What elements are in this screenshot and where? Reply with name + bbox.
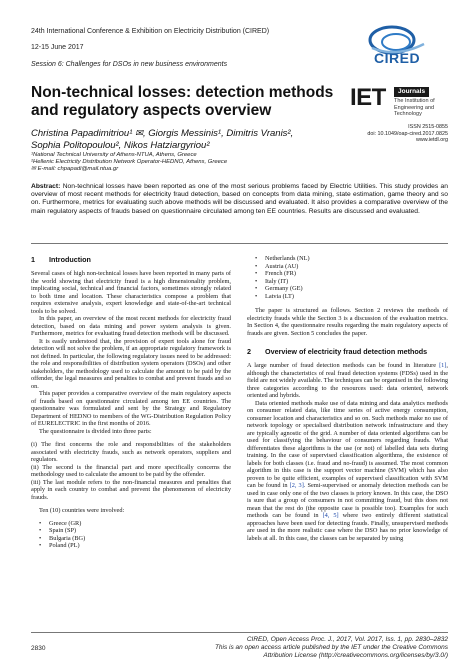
country-item: • Italy (IT) [255, 277, 289, 285]
intro-paragraph-5: The questionnaire is divided into three parts: [39, 427, 152, 435]
conference-dates: 12-15 June 2017 [31, 44, 84, 51]
s2p2-text-b: . Semi-supervised or anomaly detection methods can be used in case only one of the two classes is priory known. In this case, the DSO is sure that a group of consumers in not committing fraud, but this does not mean that the rest do (the opposite case is possible too). Examples for such methods can be found in [247, 482, 448, 519]
questionnaire-part-iii: (iii) The last module refers to the non-financial measures and penalties that apply in each country to combat and prevent the phenomenon of electricity frauds. [31, 478, 231, 501]
country-item: • Bulgaria (BG) [39, 534, 86, 542]
s2p2-text-a: Data oriented methods make use of data mining and data analytics methods on consumer related data, like time series of active energy consumption, consumer location and characteristics and so on. Such methods make no use of network topology or specialised distribution network infrastructure and they are typically agnostic of the grid. A number of data oriented algorithms can be used for classifying the behaviour of consumers regarding frauds. What differentiates these algorithms is the use (or not) of labelled data sets during training. In the case of supervised classification algorithms, the existence of labels for both classes (i.e. fraud and no-fraud) is assumed. The most common algorithm in this case is the support vector machine (SVM) which has also proven to be quite efficient, examples of supervised classification with SVM can be found in [247, 399, 448, 489]
country-label: Bulgaria (BG) [49, 534, 86, 542]
iet-institution-line-2: Engineering and Technology [394, 104, 435, 117]
country-label: Germany (GE) [265, 285, 303, 292]
section-1-title: Introduction [49, 255, 91, 264]
paper-title [31, 84, 333, 119]
iet-institution-line-1: The Institution of [394, 98, 435, 104]
citation-link[interactable]: [2, 3] [289, 482, 304, 489]
license-line-2[interactable]: Attribution License (http://creativecommons.org/licenses/by/3.0/) [263, 651, 448, 659]
authors-line-1: Christina Papadimitriou¹ ✉, Giorgis Messinis¹, Dimitris Vranis², [31, 128, 294, 139]
countries-list-left [31, 520, 231, 550]
journals-label: Journals [394, 87, 429, 97]
right-column [247, 255, 448, 542]
section-1-heading [31, 255, 231, 264]
country-item: • Netherlands (NL) [255, 255, 310, 262]
intro-paragraph-1: Several cases of high non-technical losses have been reported in many parts of the world showing that electricity fraud is a high dimensionality problem, implicating social, technical and financial factors, sometimes strongly related to both time and location. These characteristics compose a problem that requires extensive analysis, expert knowledge and state-of-the-art technical tools to be solved. [31, 270, 231, 315]
country-item: • Poland (PL) [39, 542, 80, 549]
questionnaire-part-ii: (ii) The second is the financial part and more specifically concerns the methodology used to calculate the amount to be paid by the offender. [31, 463, 231, 478]
country-item: • Austria (AU) [255, 262, 299, 270]
intro-paragraph-3: It is easily understood that, the provision of expert tools alone for fraud detection will not solve the problem, if an appropriate regulatory framework is not defined. In particular, the following regulatory issues need to be addressed: the role and responsibilities of distribution system operators (DSOs) and other stakeholders, the methodology used to calculate the amount to be paid by the offender, the legal measures and penalties to combat and prevent frauds and so on. [31, 337, 231, 390]
country-item: • French (FR) [255, 270, 296, 277]
intro-paragraph-2: In this paper, an overview of the most recent methods for electricity fraud detection, based on data mining and power system analysis is given. Furthermore, metrics for evaluating fraud detection methods will be discussed. [31, 315, 231, 337]
footer-divider [31, 632, 448, 633]
abstract [31, 183, 448, 216]
country-item: • Germany (GE) [255, 285, 303, 292]
journal-meta [340, 124, 448, 144]
corresponding-email[interactable]: ✉ E-mail: chpapadi@mail.ntua.gr [31, 166, 119, 173]
section-2-heading [247, 347, 448, 356]
section-2-paragraph-1 [247, 362, 448, 400]
title-line-2: and regulatory aspects overview [31, 101, 272, 119]
affiliation-1: ¹National Technical University of Athens-NTUA, Athens, Greece [31, 152, 197, 158]
section-2-number: 2 [247, 347, 251, 356]
section-2-body [247, 362, 448, 542]
country-item: • Latvia (LT) [255, 292, 294, 300]
intro-paragraph-4: This paper provides a comparative overview of the main regulatory aspects of frauds based on questionnaire circulated among ten EE countries. The questionnaire was formulated and sent by the Strategy and Regulatory Department of HEDNO to members of the WG-Distribution Regulation Policy of EURELECTRIC in the first months of 2016. [31, 390, 231, 427]
cired-logo-text: CIRED [374, 50, 421, 66]
doi[interactable]: doi: 10.1049/oap-cired.2017.0825 [367, 130, 448, 137]
section-2-paragraph-2 [247, 400, 448, 543]
countries-intro: Ten (10) countries were involved: [39, 507, 125, 514]
affiliations [31, 152, 227, 174]
issn: ISSN 2515-0855 [408, 124, 448, 130]
citation-link[interactable]: [4, 5] [322, 512, 339, 519]
section-2-title: Overview of electricity fraud detection methods [265, 347, 428, 356]
section-1-continued [247, 255, 448, 337]
title-line-1: Non-technical losses: detection methods [31, 84, 334, 101]
s2p1-text-b: , although the characteristics of real fraud detection systems (FDSs) used in the field are not widely available. The techniques can be organised in the following three categories according to the resources used: data oriented, network oriented and hybrids. [247, 362, 448, 399]
iet-institution [394, 98, 450, 118]
author-list [31, 128, 293, 151]
affiliation-2: ²Hellenic Electricity Distribution Network Operator-HEDNO, Athens, Greece [31, 159, 228, 166]
section-1-number: 1 [31, 255, 35, 264]
authors-line-2: Sophia Politopoulou², Nikos Hatziargyriou² [31, 139, 210, 151]
country-label: Spain (SP) [49, 527, 77, 534]
countries-list-right [247, 255, 448, 300]
cired-logo [366, 24, 448, 68]
citation-link[interactable]: [1] [439, 362, 447, 369]
abstract-divider [31, 243, 448, 244]
country-label: Latvia (LT) [265, 292, 294, 300]
s2p2-text-c: where two entirely different statistical approaches have been used for detecting frauds. Finally, unsupervised methods are used in the more realistic case where the DSO has no prior knowledge of labels at all. In this case, the classes can be separated by using [247, 512, 449, 542]
left-column [31, 255, 231, 550]
intro-paragraph-6: The paper is structured as follows. Section 2 reviews the methods of electricity frauds while the Section 3 is a discussion of the evaluation metrics. In Section 4, the questionnaire results regarding the main regulatory aspects of frauds are given. Section 5 concludes the paper. [247, 307, 448, 337]
country-label: French (FR) [265, 270, 296, 277]
s2p1-text-a: A large number of fraud detection methods can be found in literature [247, 362, 440, 369]
license-line-1: This is an open access article published by the IET under the Creative Commons [214, 643, 448, 651]
page-number: 2830 [31, 645, 46, 652]
country-label: Netherlands (NL) [265, 255, 310, 262]
journal-citation: CIRED, Open Access Proc. J., 2017, Vol. 2017, Iss. 1, pp. 2830–2832 [246, 636, 448, 643]
country-item: • Greece (GR) [39, 519, 82, 527]
iet-logo [350, 86, 450, 120]
session-label: Session 6: Challenges for DSOs in new business environments [31, 61, 228, 68]
questionnaire-part-i: (i) The first concerns the role and responsibilities of the stakeholders associated with electricity frauds, such as network operators, suppliers and regulators. [31, 441, 231, 463]
abstract-text: Non-technical losses have been reported as one of the most serious problems faced by Electric Utilities. This study provides an overview of most recent methods for electricity fraud detection, based on concepts from data mining, state estimation, game theory and so on. Furthermore, metrics for evaluating such above methods will be discussed and evaluated. It also provides a comparative overview of the main regulatory aspects of frauds based on questionnaire circulated among ten EE countries. Results are discussed and evaluated. [31, 183, 448, 215]
country-label: Italy (IT) [265, 277, 289, 285]
conference-name: 24th International Conference & Exhibition on Electricity Distribution (CIRED) [31, 28, 270, 35]
section-1-body [31, 270, 231, 550]
abstract-label: Abstract: [31, 183, 61, 190]
country-item: • Spain (SP) [39, 527, 77, 534]
country-label: Austria (AU) [265, 262, 299, 270]
country-label: Greece (GR) [49, 519, 82, 527]
footer-text [120, 636, 448, 659]
journal-url[interactable]: www.ietdl.org [415, 137, 448, 144]
iet-logo-text: IET [350, 84, 386, 111]
country-label: Poland (PL) [49, 542, 80, 549]
